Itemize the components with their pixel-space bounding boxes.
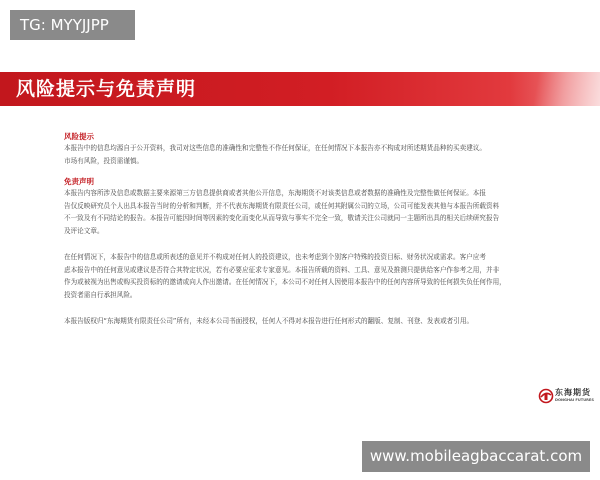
disclaimer-line: 不一致及有不同结论的报告。本报告可能因时间等因素的变化而变化从而导致与事实不完全一致，敬请关注公司就同一主题所出具的相关后续研究报告 [64, 214, 500, 222]
page-title: 风险提示与免责声明 [16, 78, 197, 100]
disclaimer-line: 本报告内容所涉及信息或数据主要来源第三方信息提供商或者其他公开信息，东海期货不对该类信息或者数据的准确性及完整性做任何保证。本报 [64, 189, 486, 197]
disclaimer-content [64, 131, 559, 328]
disclaimer-line: 告仅反映研究员个人出具本报告当时的分析和判断，并不代表东海期货有限责任公司，或任何其附属公司的立场，公司可能发表其他与本报告所载资料 [64, 201, 500, 210]
website-watermark: www.mobileagbaccarat.com [362, 441, 590, 472]
disclaimer-heading: 免责声明 [64, 177, 94, 186]
logo-name-cn: 东海期货 [555, 388, 591, 397]
disclaimer-line: 虑本报告中的任何意见或建议是否符合其特定状况，若有必要应征求专家意见。本报告所载的资料、工具、意见及推测只提供给客户作参考之用，并非 [64, 265, 500, 274]
copyright-line: 本报告版权归“东海期货有限责任公司”所有，未经本公司书面授权，任何人不得对本报告进行任何形式的翻版、复制、刊登、发表或者引用。 [64, 317, 474, 325]
disclaimer-line: 在任何情况下，本报告中的信息或所表述的意见并不构成对任何人的投资建议，也未考虑到个别客户特殊的投资目标、财务状况或需求。客户应考 [64, 253, 486, 261]
disclaimer-line: 及评论文章。 [64, 226, 104, 235]
disclaimer-line: 投资者需自行承担风险。 [64, 290, 137, 299]
risk-line: 市场有风险，投资需谨慎。 [64, 156, 144, 165]
disclaimer-line: 作为或被视为出售或购买投资标的的邀请或向人作出邀请。在任何情况下，本公司不对任何人因使用本报告中的任何内容所导致的任何损失负任何作用， [64, 278, 506, 286]
donghai-logo [538, 387, 598, 409]
donghai-logo-icon [538, 388, 554, 404]
telegram-tag: TG: MYYJJPP [10, 10, 135, 40]
risk-line: 本报告中的信息均源自于公开资料，我司对这些信息的准确性和完整性不作任何保证，在任何情况下本报告亦不构成对所述期货品种的买卖建议。 [64, 144, 486, 152]
logo-name-en: DONGHAI FUTURES [555, 398, 594, 402]
title-banner [0, 72, 600, 106]
risk-heading: 风险提示 [64, 132, 94, 141]
